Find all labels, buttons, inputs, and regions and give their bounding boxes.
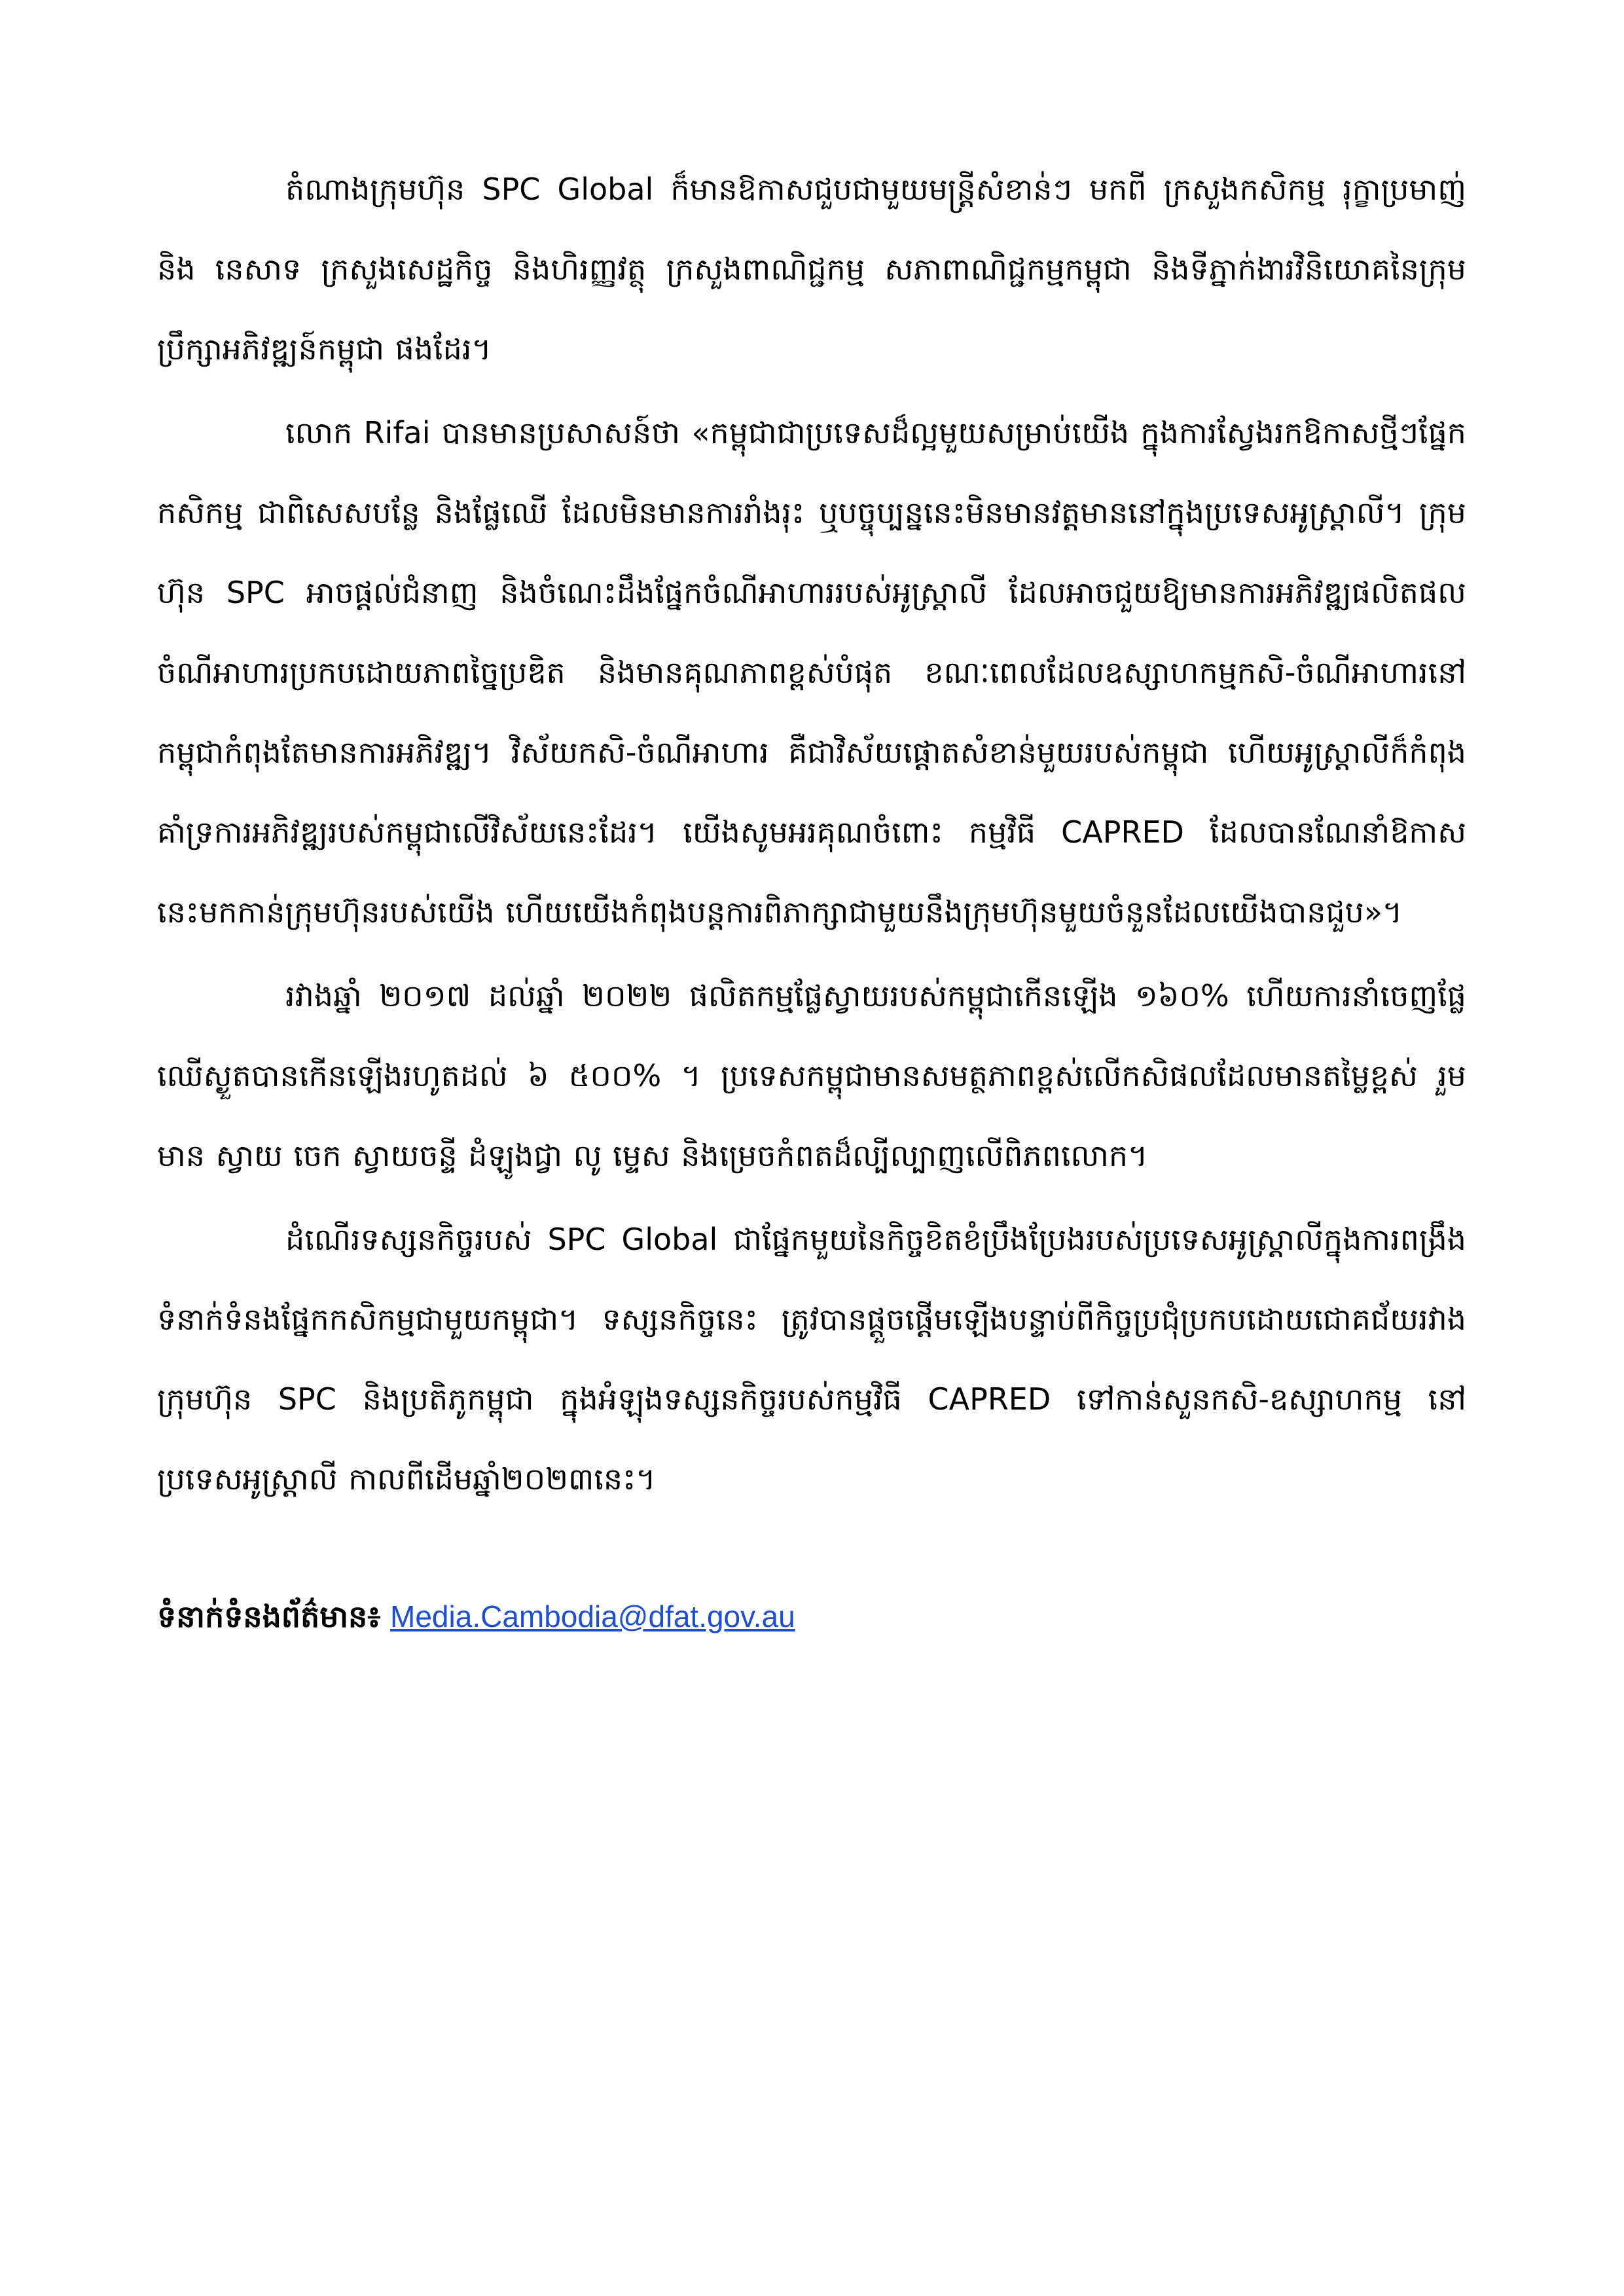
contact-email-link[interactable]: Media.Cambodia@dfat.gov.au (390, 1599, 795, 1633)
contact-line (157, 1576, 1466, 1656)
paragraph-production-growth: រវាងឆ្នាំ ២០១៧ ដល់ឆ្នាំ ២០២២ ផលិតកម្មផ្លែស្វាយរបស់កម្ពុជាកើនឡើង ១៦០% ហើយការនាំចេញផ្លែឈើស្ងួតបានកើនឡើងរហូតដល់ ៦ ៥០០% ។ ប្រទេសកម្ពុជាមានសមត្ថភាពខ្ពស់លើកសិផលដែលមានតម្លៃខ្ពស់ រួមមាន ស្វាយ ចេក ស្វាយចន្ទី ដំឡូងជ្វា លូ ម្ទេស និងម្រេចកំពតដ៏ល្បីល្បាញលើពិភពលោក។ (157, 978, 1466, 1173)
paragraph-spc-meetings: តំណាងក្រុមហ៊ុន SPC Global ក៏មានឱកាសជួបជាមួយមន្ត្រីសំខាន់ៗ មកពី ក្រសួងកសិកម្ម រុក្ខាប្រមាញ់ និង នេសាទ ក្រសួងសេដ្ឋកិច្ច និងហិរញ្ញវត្ថុ ក្រសួងពាណិជ្ជកម្ម សភាពាណិជ្ជកម្មកម្ពុជា និងទីភ្នាក់ងារវិនិយោគនៃក្រុមប្រឹក្សាអភិវឌ្ឍន៍កម្ពុជា ផងដែរ។ (157, 172, 1466, 367)
document-body (157, 149, 1466, 1523)
paragraph-visit-context: ដំណើរទស្សនកិច្ចរបស់ SPC Global ជាផ្នែកមួយនៃកិច្ចខិតខំប្រឹងប្រែងរបស់ប្រទេសអូស្ត្រាលីក្នុងការពង្រឹងទំនាក់ទំនងផ្នែកកសិកម្មជាមួយកម្ពុជា។ ទស្សនកិច្ចនេះ ត្រូវបានផ្តួចផ្តើមឡើងបន្ទាប់ពីកិច្ចប្រជុំប្រកបដោយជោគជ័យរវាងក្រុមហ៊ុន SPC និងប្រតិភូកម្ពុជា ក្នុងអំឡុងទស្សនកិច្ចរបស់កម្មវិធី CAPRED ទៅកាន់សួនកសិ-ឧស្សាហកម្ម នៅប្រទេសអូស្ត្រាលី កាលពីដើមឆ្នាំ២០២៣នេះ។ (157, 1222, 1466, 1497)
contact-label: ទំនាក់ទំនងព័ត៌មាន៖ (157, 1599, 381, 1634)
paragraph-rifai-quote: លោក Rifai បានមានប្រសាសន៍ថា «កម្ពុជាជាប្រទេសដ៏ល្អមួយសម្រាប់យើង ក្នុងការស្វែងរកឱកាសថ្មីៗផ្នែកកសិកម្ម ជាពិសេសបន្លែ និងផ្លែឈើ ដែលមិនមានការរាំងរុះ ឬបច្ចុប្បន្ននេះមិនមានវត្តមាននៅក្នុងប្រទេសអូស្ត្រាលី។ ក្រុមហ៊ុន SPC អាចផ្តល់ជំនាញ និងចំណេះដឹងផ្នែកចំណីអាហាររបស់អូស្ត្រាលី ដែលអាចជួយឱ្យមានការអភិវឌ្ឍផលិតផលចំណីអាហារប្រកបដោយភាពច្នៃប្រឌិត និងមានគុណភាពខ្ពស់បំផុត ខណៈពេលដែលឧស្សាហកម្មកសិ-ចំណីអាហារនៅកម្ពុជាកំពុងតែមានការអភិវឌ្ឍ។ វិស័យកសិ-ចំណីអាហារ គឺជាវិស័យផ្តោតសំខាន់មួយរបស់កម្ពុជា ហើយអូស្ត្រាលីក៏កំពុងគាំទ្រការអភិវឌ្ឍរបស់កម្ពុជាលើវិស័យនេះដែរ។ យើងសូមអរគុណចំពោះ កម្មវិធី CAPRED ដែលបានណែនាំឱកាសនេះមកកាន់ក្រុមហ៊ុនរបស់យើង ហើយយើងកំពុងបន្តការពិភាក្សាជាមួយនឹងក្រុមហ៊ុនមួយចំនួនដែលយើងបានជួប»។ (157, 415, 1466, 930)
